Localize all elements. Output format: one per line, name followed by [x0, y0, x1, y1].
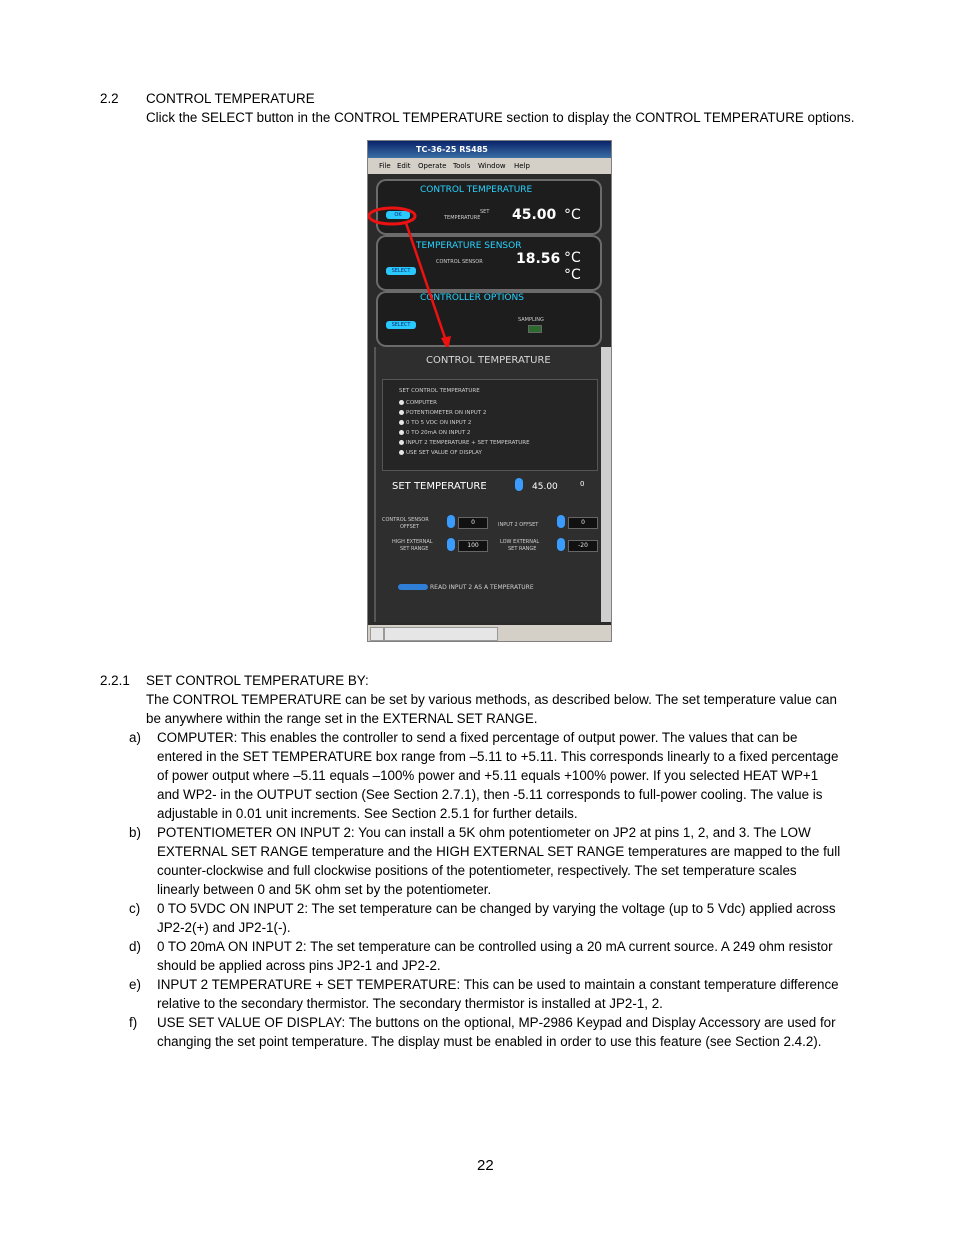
list-item-line: changing the set point temperature. The display must be enabled in order to use this feature (see Section 2.4.2). [157, 1034, 822, 1049]
list-item-body [157, 728, 877, 823]
menu-help[interactable]: Help [514, 162, 530, 170]
list-item-line: entered in the SET TEMPERATURE box range from –5.11 to +5.11. This corresponds linearly to a fixed percentage [157, 749, 839, 764]
group-label: SET CONTROL TEMPERATURE [399, 388, 480, 394]
option-label: COMPUTER [406, 400, 437, 406]
menu-window[interactable]: Window [478, 162, 506, 170]
set-temperature-label: SET TEMPERATURE [392, 481, 487, 492]
set-temperature-spinner[interactable] [515, 478, 523, 491]
list-item-letter: e) [129, 977, 141, 992]
radio-icon [399, 400, 404, 405]
high-ext-input[interactable]: 100 [458, 540, 488, 552]
set-temperature-input[interactable]: 45.00 [532, 482, 558, 492]
input2-offset-input[interactable]: 0 [568, 517, 598, 529]
list-item-line: COMPUTER: This enables the controller to send a fixed percentage of output power. The values that can be [157, 730, 798, 745]
option-label: 0 TO 20mA ON INPUT 2 [406, 430, 471, 436]
control-sensor-unit-2: °C [564, 267, 581, 283]
annotation-arrow-line [406, 223, 446, 341]
sensor-offset-input[interactable]: 0 [458, 517, 488, 529]
section-number: 2.2 [100, 91, 119, 106]
scroll-thumb[interactable] [384, 627, 498, 641]
scroll-left-arrow[interactable] [370, 627, 384, 641]
option-input2-plus-set[interactable] [399, 440, 530, 446]
list-item-letter: b) [129, 825, 141, 840]
list-item-letter: a) [129, 730, 141, 745]
control-temperature-settings [374, 347, 602, 622]
control-sensor-value: 18.56 [516, 251, 561, 267]
list-item-line: and WP2- in the OUTPUT section (See Section 2.7.1), then -5.11 corresponds to full-power cooling. The value is [157, 787, 823, 802]
window-title: TC-36-25 RS485 [416, 145, 488, 154]
list-item-line: EXTERNAL SET RANGE temperature and the HIGH EXTERNAL SET RANGE temperatures are mapped to the full [157, 844, 841, 859]
settings-header [376, 347, 602, 381]
set-temperature-unit: °C [564, 207, 581, 223]
list-item-line: 0 TO 20mA ON INPUT 2: The set temperature can be controlled using a 20 mA current source. A 249 ohm resistor [157, 939, 833, 954]
list-item-body [157, 975, 877, 1013]
read-input2-toggle[interactable] [398, 584, 428, 590]
low-ext-spinner[interactable] [557, 538, 565, 551]
list-item-body [157, 937, 877, 975]
option-label: 0 TO 5 VDC ON INPUT 2 [406, 420, 472, 426]
sensor-offset-label-1: CONTROL SENSOR [382, 517, 429, 523]
options-select-button[interactable]: SELECT [386, 321, 416, 329]
temperature-sensor-title: TEMPERATURE SENSOR [416, 241, 522, 251]
low-ext-label-1: LOW EXTERNAL [500, 539, 540, 545]
section-intro: Click the SELECT button in the CONTROL TEMPERATURE section to display the CONTROL TEMPERATURE options. [146, 110, 855, 125]
option-label: INPUT 2 TEMPERATURE + SET TEMPERATURE [406, 440, 530, 446]
list-item-body [157, 899, 877, 937]
list-item-letter: d) [129, 939, 141, 954]
radio-icon [399, 420, 404, 425]
list-item-body [157, 1013, 877, 1051]
horizontal-scrollbar[interactable] [368, 625, 611, 641]
option-label: POTENTIOMETER ON INPUT 2 [406, 410, 487, 416]
option-0-5vdc[interactable] [399, 420, 471, 426]
section-heading [100, 89, 119, 108]
menu-file[interactable]: File [379, 162, 391, 170]
page-number: 22 [477, 1157, 494, 1174]
option-0-20ma[interactable] [399, 430, 470, 436]
radio-icon [399, 410, 404, 415]
settings-header-title: CONTROL TEMPERATURE [426, 355, 551, 366]
control-sensor-label: CONTROL SENSOR [436, 259, 483, 265]
menu-edit[interactable]: Edit [397, 162, 411, 170]
set-temperature-label-2: TEMPERATURE [444, 215, 481, 221]
option-label: USE SET VALUE OF DISPLAY [406, 450, 482, 456]
list-item-line: POTENTIOMETER ON INPUT 2: You can install a 5K ohm potentiometer on JP2 at pins 1, 2, and 3. The LOW [157, 825, 811, 840]
list-item-line: JP2-2(+) and JP2-1(-). [157, 920, 291, 935]
option-use-display[interactable] [399, 450, 482, 456]
list-item-line: INPUT 2 TEMPERATURE + SET TEMPERATURE: This can be used to maintain a constant temperature difference [157, 977, 839, 992]
list-item-line: adjustable in 0.01 unit increments. See Section 2.5.1 for further details. [157, 806, 578, 821]
list-item-line: USE SET VALUE OF DISPLAY: The buttons on the optional, MP-2986 Keypad and Display Accessory are used for [157, 1015, 836, 1030]
high-ext-spinner[interactable] [447, 538, 455, 551]
high-ext-label-1: HIGH EXTERNAL [392, 539, 433, 545]
set-control-temperature-group [382, 379, 598, 471]
radio-icon [399, 430, 404, 435]
menu-tools[interactable]: Tools [453, 162, 471, 170]
sensor-offset-label-2: OFFSET [400, 524, 419, 530]
list-item-line: should be applied across pins JP2-1 and JP2-2. [157, 958, 441, 973]
menu-operate[interactable]: Operate [418, 162, 447, 170]
controller-options-title: CONTROLLER OPTIONS [420, 293, 524, 303]
subsection-para-2: be anywhere within the range set in the EXTERNAL SET RANGE. [146, 711, 538, 726]
control-temperature-title: CONTROL TEMPERATURE [420, 185, 533, 195]
section-title: CONTROL TEMPERATURE [146, 91, 315, 106]
set-temperature-value: 45.00 [512, 207, 557, 223]
low-ext-input[interactable]: -20 [568, 540, 598, 552]
control-sensor-unit-1: °C [564, 250, 581, 266]
list-item-letter: c) [129, 901, 141, 916]
list-item-line: of power output where –5.11 equals –100% power and +5.11 equals +100% power. If you selected HEAT WP+1 [157, 768, 819, 783]
subsection-para-1: The CONTROL TEMPERATURE can be set by various methods, as described below. The set temperature value can [146, 692, 837, 707]
sensor-select-button[interactable]: SELECT [386, 267, 416, 275]
radio-icon [399, 450, 404, 455]
low-ext-label-2: SET RANGE [508, 546, 537, 552]
input2-offset-label: INPUT 2 OFFSET [498, 522, 539, 528]
list-item-line: counter-clockwise and full clockwise positions of the potentiometer, respectively. The set temperature scales [157, 863, 797, 878]
sensor-offset-spinner[interactable] [447, 515, 455, 528]
ok-highlight-circle [369, 208, 415, 224]
option-potentiometer[interactable] [399, 410, 486, 416]
list-item-line: 0 TO 5VDC ON INPUT 2: The set temperature can be changed by varying the voltage (up to 5 Vdc) applied across [157, 901, 836, 916]
list-item-body [157, 823, 877, 899]
list-item-letter: f) [129, 1015, 138, 1030]
read-input2-label: READ INPUT 2 AS A TEMPERATURE [430, 584, 534, 591]
app-screenshot [367, 140, 612, 642]
list-item-line: linearly between 0 and 5K ohm set by the potentiometer. [157, 882, 492, 897]
radio-icon [399, 440, 404, 445]
subsection-number: 2.2.1 [100, 673, 130, 688]
set-temperature-unit-field: 0 [580, 480, 585, 488]
option-computer[interactable] [399, 400, 437, 406]
high-ext-label-2: SET RANGE [400, 546, 429, 552]
ok-button[interactable]: OK [386, 211, 410, 219]
subsection-title: SET CONTROL TEMPERATURE BY: [146, 673, 369, 688]
set-temperature-label-1: SET [480, 209, 490, 215]
list-item-line: relative to the secondary thermistor. The secondary thermistor is installed at JP2-1, 2. [157, 996, 663, 1011]
sampling-label: SAMPLING [518, 317, 544, 323]
vertical-scrollbar[interactable] [601, 347, 611, 622]
input2-offset-spinner[interactable] [557, 515, 565, 528]
